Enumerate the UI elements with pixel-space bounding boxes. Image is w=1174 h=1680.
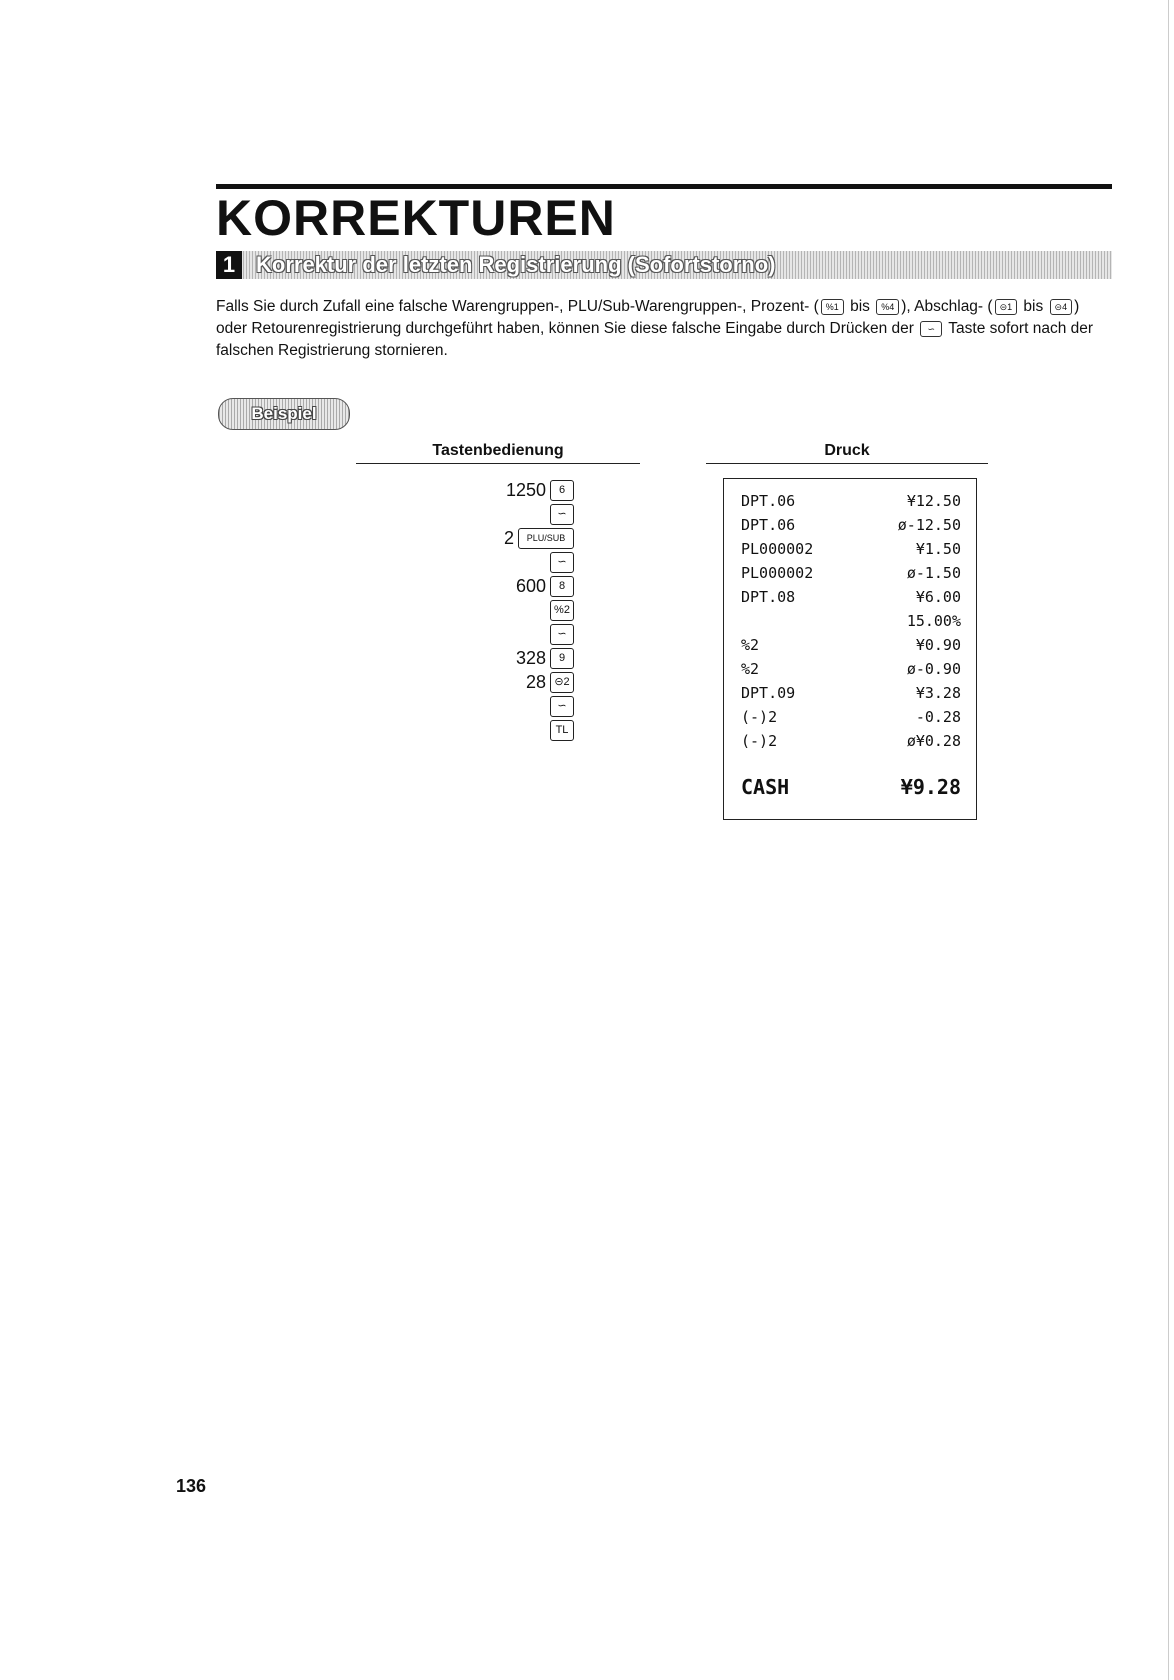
register-key-icon: ∽	[550, 696, 574, 717]
receipt-total-amount: ¥9.28	[900, 775, 961, 799]
section-title: Korrektur der letzten Registrierung (Sofortstorno)	[256, 252, 776, 277]
key-row	[440, 694, 576, 718]
receipt-line-amount: -0.28	[915, 708, 961, 726]
section-header	[216, 251, 1112, 279]
intro-text: ) oder Retourenregistrierung durchgeführt haben, können Sie diese falsche Eingabe durch Drücken der	[216, 298, 1080, 337]
key-entry-number: 600	[515, 576, 546, 596]
receipt-line-label: PL000002	[741, 564, 814, 582]
register-key-icon: 6	[550, 480, 574, 501]
intro-text: Falls Sie durch Zufall eine falsche Warengruppen-, PLU/Sub-Warengruppen-, Prozent- (	[216, 298, 819, 315]
receipt-line-amount: ¥1.50	[915, 540, 961, 558]
receipt-line-label: (-)2	[741, 708, 778, 726]
key-row	[440, 598, 576, 622]
key-entry-number: 2	[503, 528, 514, 548]
key-row	[440, 526, 576, 550]
receipt-line-label: PL000002	[741, 540, 814, 558]
receipt-line-amount: ¥6.00	[915, 588, 961, 606]
key-row	[440, 670, 576, 694]
percent4-key-icon: %4	[876, 299, 899, 315]
percent1-key-icon: %1	[821, 299, 844, 315]
receipt-line-label: DPT.08	[741, 588, 796, 606]
key-operation-list	[440, 478, 576, 742]
key-row	[440, 718, 576, 742]
register-key-icon: 9	[550, 648, 574, 669]
key-entry-number: 328	[515, 648, 546, 668]
receipt-line-label: %2	[741, 636, 760, 654]
key-row	[440, 646, 576, 670]
key-row	[440, 502, 576, 526]
discount1-key-icon: ⊝1	[995, 299, 1018, 315]
receipt-line	[741, 705, 961, 729]
receipt-line	[741, 681, 961, 705]
receipt-line-label: %2	[741, 660, 760, 678]
receipt-line-amount: ¥3.28	[915, 684, 961, 702]
register-key-icon: %2	[550, 600, 574, 621]
register-key-icon: ∽	[550, 504, 574, 525]
scan-edge	[1168, 0, 1169, 1680]
receipt-total-label: CASH	[741, 775, 790, 799]
key-row	[440, 478, 576, 502]
example-badge: Beispiel	[218, 398, 350, 430]
receipt-line-amount: ø-1.50	[906, 564, 961, 582]
key-entry-number: 1250	[505, 480, 546, 500]
receipt-line	[741, 561, 961, 585]
intro-paragraph	[216, 296, 1108, 362]
register-key-icon: TL	[550, 720, 574, 741]
register-key-icon: ∽	[550, 624, 574, 645]
receipt-line	[741, 657, 961, 681]
receipt	[723, 478, 977, 820]
receipt-total-line	[741, 775, 961, 799]
register-key-icon: ∽	[550, 552, 574, 573]
intro-text: ), Abschlag- (	[901, 298, 993, 315]
receipt-line	[741, 585, 961, 609]
key-entry-number: 28	[525, 672, 546, 692]
receipt-line-amount: ø-12.50	[897, 516, 961, 534]
receipt-line-amount: ¥0.90	[915, 636, 961, 654]
receipt-line	[741, 513, 961, 537]
intro-text: bis	[1019, 298, 1048, 315]
receipt-line-label: DPT.06	[741, 516, 796, 534]
key-row	[440, 574, 576, 598]
receipt-line-label: (-)2	[741, 732, 778, 750]
register-key-icon: 8	[550, 576, 574, 597]
discount4-key-icon: ⊝4	[1050, 299, 1073, 315]
page-title: KORREKTUREN	[216, 190, 616, 246]
receipt-line-label: DPT.06	[741, 492, 796, 510]
receipt-line-amount: ø-0.90	[906, 660, 961, 678]
receipt-line	[741, 537, 961, 561]
receipt-line-amount: 15.00%	[906, 612, 961, 630]
receipt-line-amount: ¥12.50	[906, 492, 961, 510]
key-row	[440, 550, 576, 574]
section-number: 1	[216, 251, 242, 279]
receipt-line-amount: ø¥0.28	[906, 732, 961, 750]
receipt-line-label: DPT.09	[741, 684, 796, 702]
receipt-line	[741, 633, 961, 657]
receipt-line	[741, 609, 961, 633]
register-key-icon: ⊝2	[550, 672, 574, 693]
void-key-icon: ∽	[920, 321, 942, 337]
receipt-line	[741, 729, 961, 753]
page-number: 136	[176, 1476, 207, 1496]
key-operation-heading: Tastenbedienung	[356, 442, 640, 464]
receipt-line	[741, 489, 961, 513]
intro-text: bis	[845, 298, 875, 315]
key-row	[440, 622, 576, 646]
register-key-icon: PLU/SUB	[518, 528, 574, 549]
intro-text: Taste sofort nach der falschen Registrierung stornieren.	[216, 320, 1094, 359]
print-heading: Druck	[706, 442, 988, 464]
